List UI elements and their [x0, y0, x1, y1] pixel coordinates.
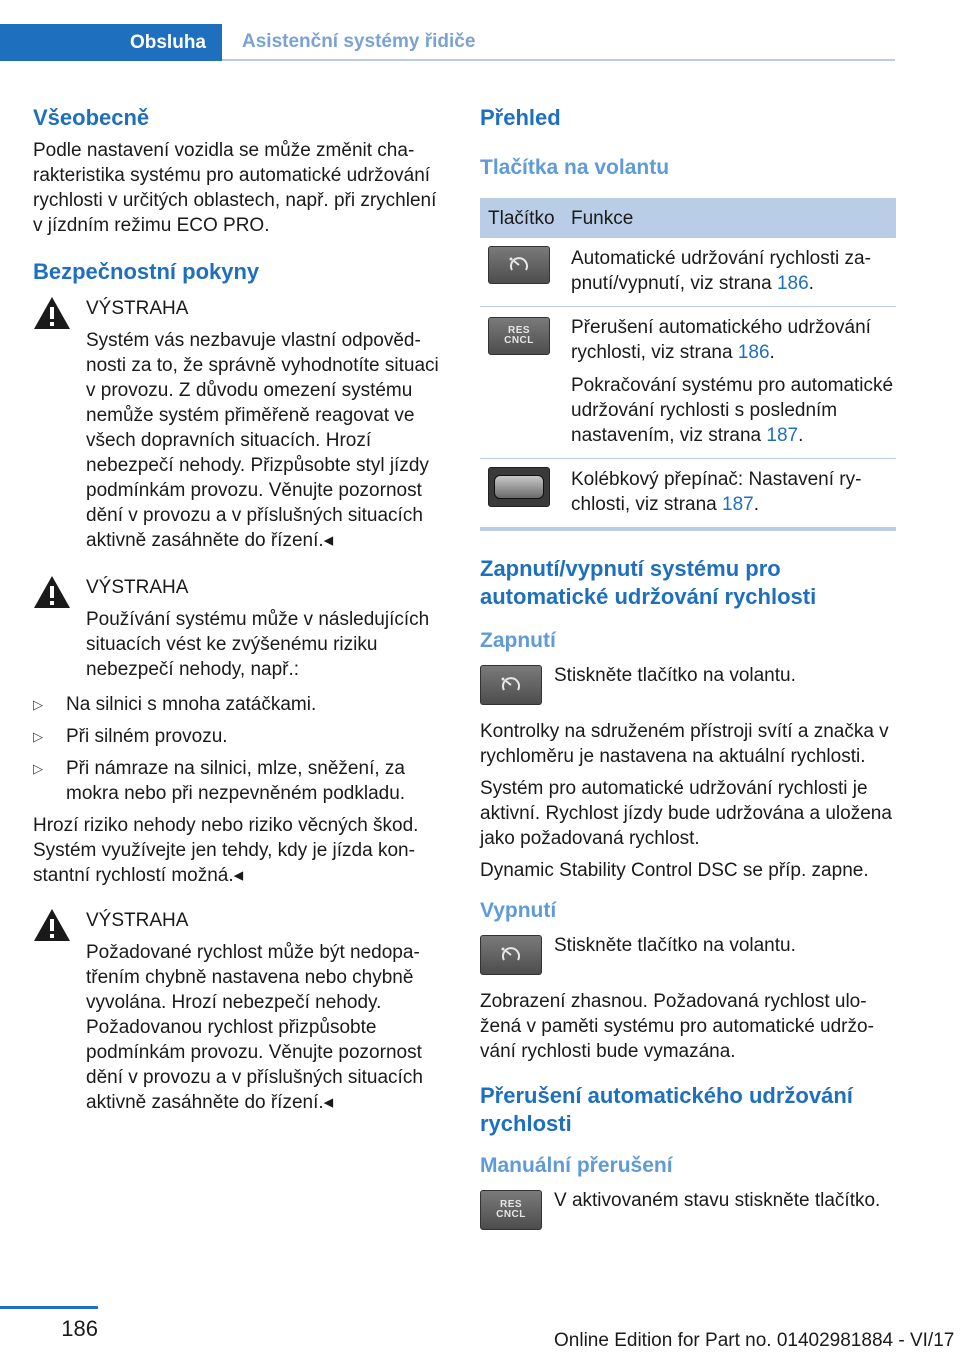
table-row: RES CNCL Přerušení automatického udržování rychlosti, viz strana 186. Pokračování systému pro automatické udržování rychlosti s posledním nastavením, viz strana 187. [480, 307, 896, 459]
warning-title: VÝSTRAHA [86, 910, 189, 931]
tab-obsluha[interactable]: Obsluha [0, 24, 222, 61]
warning-block-3 [33, 908, 443, 1115]
cruise-control-onoff-button-icon [480, 935, 542, 975]
warning-consequence-text: Hrozí riziko nehody nebo riziko věcných škod. Systém využívejte jen tehdy, kdy je jízda konstantní rychlostí možná.◂ [33, 815, 419, 886]
table-header-row [480, 198, 896, 238]
buttons-table [480, 198, 896, 531]
bullet-triangle-icon: ▷ [33, 697, 43, 712]
warning-text: Systém vás nezbavuje vlastní odpovědnosti za to, že správně vyhodnotíte situaci v provozu. Z důvodu omezení systému nemůže systém přiměřeně reagovat ve všech dopravních situacích. Hrozí nebezpečí nehody. Přizpůsobte styl jízdy podmínkám provozu. Věnujte pozornost dění v provozu a v příslušných situacích aktivně zasáhněte do řízení.◂ [86, 330, 439, 551]
tab-assistance-systems[interactable]: Asistenční systémy řidiče [222, 24, 895, 61]
list-item: ▷ Na silnici s mnoha zatáčkami. [33, 694, 317, 715]
cruise-control-onoff-button-icon [488, 246, 550, 284]
interrupt-heading: Přerušení automatického udržování rychlosti [480, 1083, 853, 1136]
off-paragraph-1: Zobrazení zhasnou. Požadovaná rychlost uložená v paměti systému pro automatické udržování rychlosti bude vymazána. [480, 991, 874, 1062]
edition-note: Online Edition for Part no. 01402981884 - VI/17 [554, 1330, 955, 1351]
risk-situations-list [33, 692, 443, 806]
general-heading: Všeobecně [33, 105, 150, 130]
column-header: Funkce [563, 198, 896, 238]
on-heading: Zapnutí [480, 629, 556, 652]
page-link[interactable]: 186 [776, 273, 809, 294]
warning-triangle-icon [33, 296, 71, 330]
bullet-triangle-icon: ▷ [33, 729, 43, 744]
cruise-speedometer-icon [500, 674, 522, 696]
warning-block-2 [33, 575, 443, 682]
chapter-header [0, 24, 895, 61]
warning-triangle-icon [33, 908, 71, 942]
manual-interrupt-heading: Manuální přerušení [480, 1154, 673, 1177]
on-instruction: Stiskněte tlačítko na volantu. [480, 663, 896, 705]
right-column [480, 104, 896, 1230]
list-item: ▷ Při námraze na silnici, mlze, sněžení, za mokra nebo při nezpevněném podkladu. [33, 758, 406, 804]
warning-triangle-icon [33, 575, 71, 609]
on-paragraph-3: Dynamic Stability Control DSC se příp. zapne. [480, 860, 869, 881]
res-cncl-button-icon: RES CNCL [488, 317, 550, 355]
column-header: Tlačítko [480, 198, 563, 238]
buttons-heading: Tlačítka na volantu [480, 156, 670, 179]
table-row: Automatické udržování rychlosti zapnutí/vypnutí, viz strana 186. [480, 238, 896, 307]
off-instruction: Stiskněte tlačítko na volantu. [480, 933, 896, 975]
table-row: Kolébkový přepínač: Nastavení rychlosti, viz strana 187. [480, 459, 896, 530]
warning-title: VÝSTRAHA [86, 298, 189, 319]
cruise-speedometer-icon [508, 254, 530, 276]
onoff-heading: Zapnutí/vypnutí systému pro automatické udržování rychlosti [480, 556, 817, 609]
footer-rule [0, 1306, 98, 1309]
off-heading: Vypnutí [480, 899, 557, 922]
page-link[interactable]: 187 [722, 494, 754, 515]
list-item: ▷ Při silném provozu. [33, 726, 228, 747]
res-cncl-button-icon: RES CNCL [480, 1190, 542, 1230]
cruise-speedometer-icon [500, 944, 522, 966]
cruise-control-onoff-button-icon [480, 665, 542, 705]
page-link[interactable]: 187 [766, 425, 799, 446]
page-number: 186 [61, 1316, 98, 1341]
rocker-switch-icon [488, 467, 550, 507]
warning-title: VÝSTRAHA [86, 577, 189, 598]
warning-block-1 [33, 296, 443, 553]
general-text: Podle nastavení vozidla se může změnit charakteristika systému pro automatické udržování rychlosti v určitých oblastech, např. při zrychlení v jízdním režimu ECO PRO. [33, 140, 437, 236]
warning-text: Požadované rychlost může být nedopatřením chybně nastavena nebo chybně vyvolána. Hrozí nebezpečí nehody. Požadovanou rychlost přizpůsobte podmínkám provozu. Věnujte pozornost dění v provozu a v příslušných situacích aktivně zasáhněte do řízení.◂ [86, 942, 423, 1113]
on-paragraph-2: Systém pro automatické udržování rychlosti je aktivní. Rychlost jízdy bude udržována a uložena jako požadovaná rychlost. [480, 778, 892, 849]
page-link[interactable]: 186 [737, 342, 770, 363]
bullet-triangle-icon: ▷ [33, 761, 43, 776]
left-column [33, 104, 443, 1115]
overview-heading: Přehled [480, 105, 561, 130]
manual-interrupt-instruction: RES CNCL V aktivovaném stavu stiskněte tlačítko. [480, 1188, 896, 1230]
warning-text: Používání systému může v následujících situacích vést ke zvýšenému riziku nebezpečí nehody, např.: [86, 609, 430, 680]
on-paragraph-1: Kontrolky na sdruženém přístroji svítí a značka v rychloměru je nastavena na aktuální rychlosti. [480, 721, 889, 767]
safety-heading: Bezpečnostní pokyny [33, 259, 260, 284]
